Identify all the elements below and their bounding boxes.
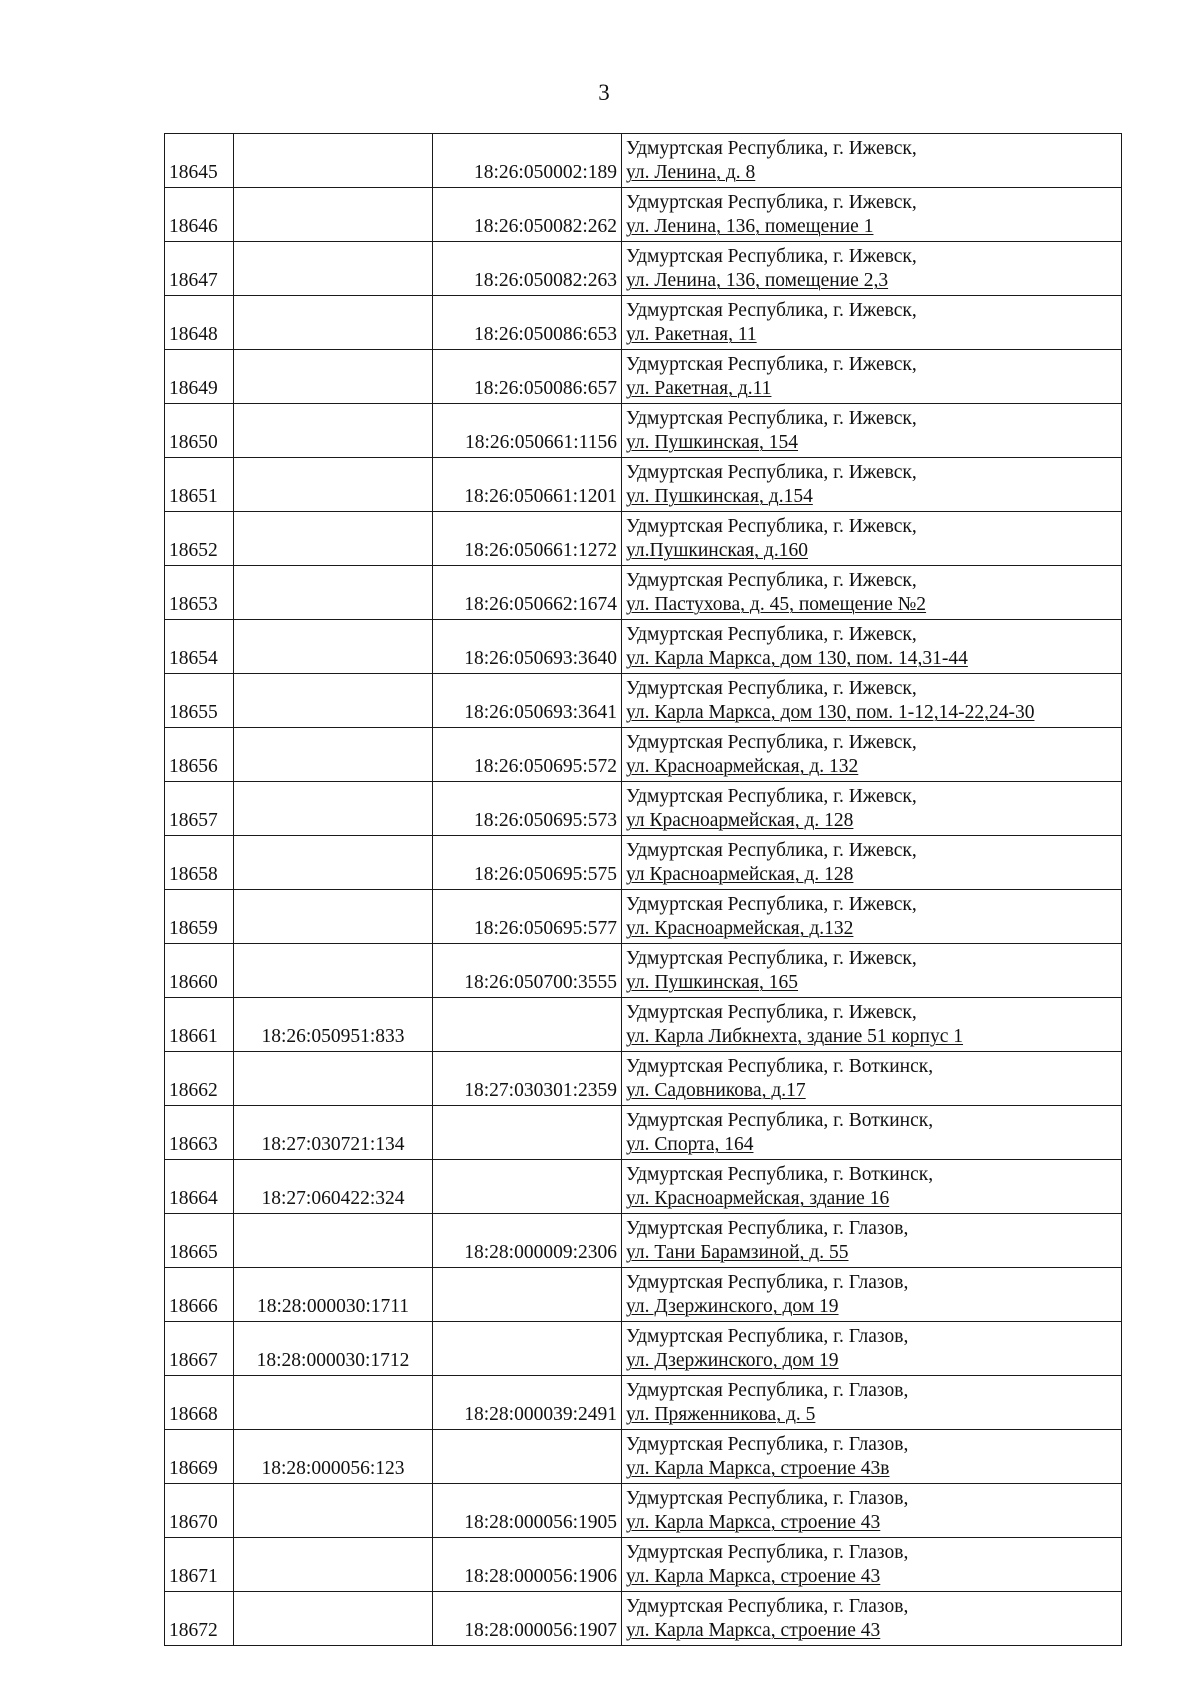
address-cell (622, 1484, 1122, 1538)
cadastral-number-land (234, 566, 433, 620)
address-street: ул. Карла Маркса, строение 43 (626, 1620, 881, 1641)
address-region-city: Удмуртская Республика, г. Глазов, (626, 1380, 909, 1401)
address-region-city: Удмуртская Республика, г. Ижевск, (626, 624, 917, 645)
address-cell (622, 836, 1122, 890)
address-cell (622, 728, 1122, 782)
cadastral-number-land: 18:28:000056:123 (234, 1430, 433, 1484)
table-row (165, 1160, 1122, 1214)
row-number: 18667 (165, 1322, 234, 1376)
cadastral-number-premises: 18:28:000056:1905 (433, 1484, 622, 1538)
address-region-city: Удмуртская Республика, г. Ижевск, (626, 570, 917, 591)
address-cell (622, 1268, 1122, 1322)
cadastral-number-premises: 18:26:050695:572 (433, 728, 622, 782)
cadastral-number-premises: 18:26:050695:573 (433, 782, 622, 836)
row-number: 18670 (165, 1484, 234, 1538)
address-street: ул. Тани Барамзиной, д. 55 (626, 1242, 849, 1263)
cadastral-number-land: 18:27:030721:134 (234, 1106, 433, 1160)
address-street: ул. Дзержинского, дом 19 (626, 1350, 839, 1371)
cadastral-number-premises: 18:26:050662:1674 (433, 566, 622, 620)
cadastral-number-land (234, 728, 433, 782)
address-street: ул. Садовникова, д.17 (626, 1080, 806, 1101)
cadastral-number-land (234, 836, 433, 890)
cadastral-number-land (234, 1592, 433, 1646)
address-region-city: Удмуртская Республика, г. Воткинск, (626, 1056, 934, 1077)
row-number: 18669 (165, 1430, 234, 1484)
address-cell (622, 296, 1122, 350)
address-street: ул. Карла Либкнехта, здание 51 корпус 1 (626, 1026, 964, 1047)
address-region-city: Удмуртская Республика, г. Ижевск, (626, 408, 917, 429)
address-region-city: Удмуртская Республика, г. Ижевск, (626, 894, 917, 915)
table-row (165, 242, 1122, 296)
row-number: 18647 (165, 242, 234, 296)
address-street: ул. Ленина, д. 8 (626, 162, 756, 183)
cadastral-number-premises: 18:26:050695:575 (433, 836, 622, 890)
cadastral-number-premises: 18:26:050661:1156 (433, 404, 622, 458)
table-row (165, 620, 1122, 674)
address-cell (622, 242, 1122, 296)
cadastral-number-land (234, 350, 433, 404)
cadastral-number-premises (433, 1322, 622, 1376)
address-region-city: Удмуртская Республика, г. Ижевск, (626, 786, 917, 807)
address-cell (622, 1214, 1122, 1268)
table-row (165, 782, 1122, 836)
address-region-city: Удмуртская Республика, г. Глазов, (626, 1434, 909, 1455)
row-number: 18653 (165, 566, 234, 620)
address-region-city: Удмуртская Республика, г. Ижевск, (626, 192, 917, 213)
address-region-city: Удмуртская Республика, г. Ижевск, (626, 948, 917, 969)
row-number: 18666 (165, 1268, 234, 1322)
cadastral-number-premises: 18:26:050086:653 (433, 296, 622, 350)
row-number: 18646 (165, 188, 234, 242)
table-row (165, 566, 1122, 620)
table-row (165, 134, 1122, 188)
address-cell (622, 566, 1122, 620)
cadastral-number-premises (433, 1106, 622, 1160)
cadastral-number-land (234, 1052, 433, 1106)
cadastral-number-land (234, 890, 433, 944)
table-row (165, 1484, 1122, 1538)
cadastral-number-premises (433, 998, 622, 1052)
cadastral-number-premises: 18:26:050002:189 (433, 134, 622, 188)
address-street: ул. Ленина, 136, помещение 2,3 (626, 270, 889, 291)
cadastral-number-premises: 18:26:050661:1272 (433, 512, 622, 566)
address-region-city: Удмуртская Республика, г. Ижевск, (626, 138, 917, 159)
cadastral-number-land (234, 1376, 433, 1430)
table-row (165, 836, 1122, 890)
address-street: ул. Карла Маркса, дом 130, пом. 1-12,14-22,24-30 (626, 702, 1035, 723)
address-street: ул. Пушкинская, 165 (626, 972, 799, 993)
row-number: 18668 (165, 1376, 234, 1430)
cadastral-number-premises: 18:26:050661:1201 (433, 458, 622, 512)
row-number: 18657 (165, 782, 234, 836)
address-street: ул. Пушкинская, д.154 (626, 486, 813, 507)
address-region-city: Удмуртская Республика, г. Глазов, (626, 1218, 909, 1239)
registry-table-body (165, 134, 1122, 1646)
row-number: 18649 (165, 350, 234, 404)
table-row (165, 944, 1122, 998)
cadastral-number-land: 18:26:050951:833 (234, 998, 433, 1052)
address-cell (622, 1592, 1122, 1646)
cadastral-number-land: 18:28:000030:1711 (234, 1268, 433, 1322)
row-number: 18648 (165, 296, 234, 350)
address-cell (622, 458, 1122, 512)
cadastral-number-premises (433, 1160, 622, 1214)
row-number: 18662 (165, 1052, 234, 1106)
address-region-city: Удмуртская Республика, г. Глазов, (626, 1488, 909, 1509)
address-region-city: Удмуртская Республика, г. Ижевск, (626, 354, 917, 375)
table-row (165, 1592, 1122, 1646)
address-street: ул. Карла Маркса, строение 43в (626, 1458, 890, 1479)
address-region-city: Удмуртская Республика, г. Ижевск, (626, 732, 917, 753)
address-street: ул Красноармейская, д. 128 (626, 864, 854, 885)
table-row (165, 1430, 1122, 1484)
address-region-city: Удмуртская Республика, г. Глазов, (626, 1326, 909, 1347)
address-street: ул.Пушкинская, д.160 (626, 540, 808, 561)
address-street: ул. Пряженникова, д. 5 (626, 1404, 816, 1425)
address-cell (622, 1052, 1122, 1106)
address-region-city: Удмуртская Республика, г. Ижевск, (626, 300, 917, 321)
table-row (165, 188, 1122, 242)
address-cell (622, 998, 1122, 1052)
address-street: ул. Дзержинского, дом 19 (626, 1296, 839, 1317)
address-region-city: Удмуртская Республика, г. Ижевск, (626, 1002, 917, 1023)
row-number: 18660 (165, 944, 234, 998)
table-row (165, 1214, 1122, 1268)
table-row (165, 458, 1122, 512)
row-number: 18656 (165, 728, 234, 782)
row-number: 18645 (165, 134, 234, 188)
address-street: ул. Красноармейская, д.132 (626, 918, 854, 939)
cadastral-number-premises (433, 1268, 622, 1322)
table-row (165, 1106, 1122, 1160)
address-region-city: Удмуртская Республика, г. Воткинск, (626, 1164, 934, 1185)
cadastral-number-land (234, 782, 433, 836)
row-number: 18661 (165, 998, 234, 1052)
cadastral-number-land (234, 620, 433, 674)
address-region-city: Удмуртская Республика, г. Воткинск, (626, 1110, 934, 1131)
address-cell (622, 782, 1122, 836)
address-region-city: Удмуртская Республика, г. Ижевск, (626, 246, 917, 267)
table-row (165, 404, 1122, 458)
table-row (165, 512, 1122, 566)
address-cell (622, 1160, 1122, 1214)
address-street: ул Красноармейская, д. 128 (626, 810, 854, 831)
row-number: 18658 (165, 836, 234, 890)
cadastral-number-premises: 18:26:050700:3555 (433, 944, 622, 998)
row-number: 18650 (165, 404, 234, 458)
table-row (165, 1322, 1122, 1376)
cadastral-number-premises: 18:26:050693:3641 (433, 674, 622, 728)
page-number: 3 (598, 80, 610, 105)
cadastral-number-land (234, 404, 433, 458)
address-region-city: Удмуртская Республика, г. Глазов, (626, 1272, 909, 1293)
cadastral-number-land (234, 134, 433, 188)
address-cell (622, 674, 1122, 728)
address-cell (622, 188, 1122, 242)
cadastral-number-land (234, 242, 433, 296)
address-cell (622, 620, 1122, 674)
cadastral-number-premises: 18:28:000056:1906 (433, 1538, 622, 1592)
address-street: ул. Пушкинская, 154 (626, 432, 799, 453)
table-row (165, 674, 1122, 728)
address-street: ул. Ракетная, 11 (626, 324, 757, 345)
row-number: 18651 (165, 458, 234, 512)
address-cell (622, 1376, 1122, 1430)
address-cell (622, 134, 1122, 188)
cadastral-number-premises: 18:28:000009:2306 (433, 1214, 622, 1268)
cadastral-number-premises: 18:28:000039:2491 (433, 1376, 622, 1430)
address-region-city: Удмуртская Республика, г. Глазов, (626, 1596, 909, 1617)
table-row (165, 350, 1122, 404)
cadastral-number-land (234, 512, 433, 566)
address-cell (622, 1538, 1122, 1592)
address-cell (622, 944, 1122, 998)
table-row (165, 1052, 1122, 1106)
cadastral-number-premises: 18:26:050695:577 (433, 890, 622, 944)
address-region-city: Удмуртская Республика, г. Ижевск, (626, 678, 917, 699)
address-street: ул. Пастухова, д. 45, помещение №2 (626, 594, 927, 615)
row-number: 18672 (165, 1592, 234, 1646)
address-region-city: Удмуртская Республика, г. Глазов, (626, 1542, 909, 1563)
address-region-city: Удмуртская Республика, г. Ижевск, (626, 462, 917, 483)
address-cell (622, 1322, 1122, 1376)
cadastral-number-land (234, 1214, 433, 1268)
cadastral-number-premises: 18:26:050082:262 (433, 188, 622, 242)
address-cell (622, 1430, 1122, 1484)
address-street: ул. Карла Маркса, строение 43 (626, 1566, 881, 1587)
cadastral-number-land: 18:27:060422:324 (234, 1160, 433, 1214)
cadastral-number-land (234, 296, 433, 350)
cadastral-number-land (234, 944, 433, 998)
table-row (165, 296, 1122, 350)
address-street: ул. Спорта, 164 (626, 1134, 754, 1155)
address-cell (622, 890, 1122, 944)
cadastral-number-land (234, 188, 433, 242)
cadastral-number-premises: 18:26:050082:263 (433, 242, 622, 296)
address-cell (622, 404, 1122, 458)
table-row (165, 1538, 1122, 1592)
address-street: ул. Ракетная, д.11 (626, 378, 772, 399)
cadastral-number-land: 18:28:000030:1712 (234, 1322, 433, 1376)
address-street: ул. Красноармейская, д. 132 (626, 756, 859, 777)
row-number: 18655 (165, 674, 234, 728)
table-row (165, 890, 1122, 944)
address-region-city: Удмуртская Республика, г. Ижевск, (626, 516, 917, 537)
cadastral-number-land (234, 674, 433, 728)
address-street: ул. Ленина, 136, помещение 1 (626, 216, 874, 237)
address-cell (622, 1106, 1122, 1160)
address-street: ул. Карла Маркса, строение 43 (626, 1512, 881, 1533)
table-row (165, 1268, 1122, 1322)
cadastral-number-land (234, 1484, 433, 1538)
row-number: 18663 (165, 1106, 234, 1160)
registry-table (164, 133, 1122, 1646)
address-cell (622, 350, 1122, 404)
address-cell (622, 512, 1122, 566)
table-row (165, 728, 1122, 782)
cadastral-number-land (234, 458, 433, 512)
table-row (165, 998, 1122, 1052)
address-street: ул. Карла Маркса, дом 130, пом. 14,31-44 (626, 648, 968, 669)
row-number: 18665 (165, 1214, 234, 1268)
cadastral-number-premises: 18:28:000056:1907 (433, 1592, 622, 1646)
row-number: 18652 (165, 512, 234, 566)
cadastral-number-premises (433, 1430, 622, 1484)
row-number: 18671 (165, 1538, 234, 1592)
cadastral-number-premises: 18:27:030301:2359 (433, 1052, 622, 1106)
address-street: ул. Красноармейская, здание 16 (626, 1188, 890, 1209)
row-number: 18664 (165, 1160, 234, 1214)
cadastral-number-premises: 18:26:050693:3640 (433, 620, 622, 674)
cadastral-number-land (234, 1538, 433, 1592)
address-region-city: Удмуртская Республика, г. Ижевск, (626, 840, 917, 861)
cadastral-number-premises: 18:26:050086:657 (433, 350, 622, 404)
row-number: 18654 (165, 620, 234, 674)
table-row (165, 1376, 1122, 1430)
row-number: 18659 (165, 890, 234, 944)
